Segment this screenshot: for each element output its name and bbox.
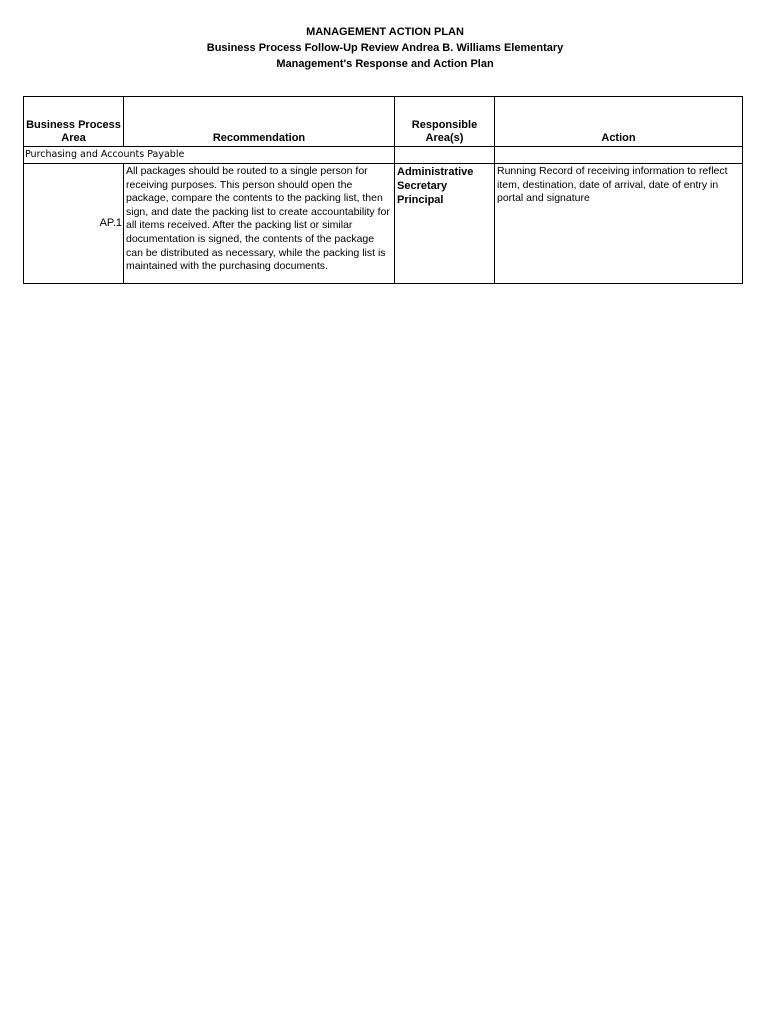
column-header-recommendation: Recommendation (124, 97, 395, 147)
column-header-action: Action (495, 97, 743, 147)
column-header-area (24, 97, 124, 147)
responsible-line: Secretary (397, 180, 448, 192)
section-cell-empty (395, 147, 495, 164)
section-label: Purchasing and Accounts Payable (24, 147, 124, 164)
responsible-cell (395, 164, 495, 284)
table-header-row (24, 97, 743, 147)
column-header-area-line1: Business Process (26, 119, 121, 131)
item-id: AP.1 (24, 164, 124, 284)
document-subtitle-2: Management's Response and Action Plan (276, 58, 494, 70)
column-header-area-line2: Area (61, 132, 86, 144)
action-plan-table (23, 96, 743, 284)
table-row (24, 164, 743, 284)
section-row (24, 147, 743, 164)
action-cell: Running Record of receiving information to reflect item, destination, date of arrival, date of entry in portal and signature (495, 164, 743, 284)
responsible-line: Administrative (397, 166, 474, 178)
recommendation-cell: All packages should be routed to a single person for receiving purposes. This person should open the package, compare the contents to the packing list, then sign, and date the packing list to create accountability for all items received. After the packing list or similar documentation is signed, the contents of the package can be distributed as necessary, while the packing list is maintained with the purchasing documents. (124, 164, 395, 284)
document-subtitle: Business Process Follow-Up Review Andrea B. Williams Elementary (206, 42, 564, 54)
column-header-responsible: Responsible Area(s) (395, 97, 495, 147)
section-cell-empty (495, 147, 743, 164)
document-header (0, 24, 770, 72)
responsible-line: Principal (397, 194, 444, 206)
document-title: MANAGEMENT ACTION PLAN (306, 26, 464, 38)
